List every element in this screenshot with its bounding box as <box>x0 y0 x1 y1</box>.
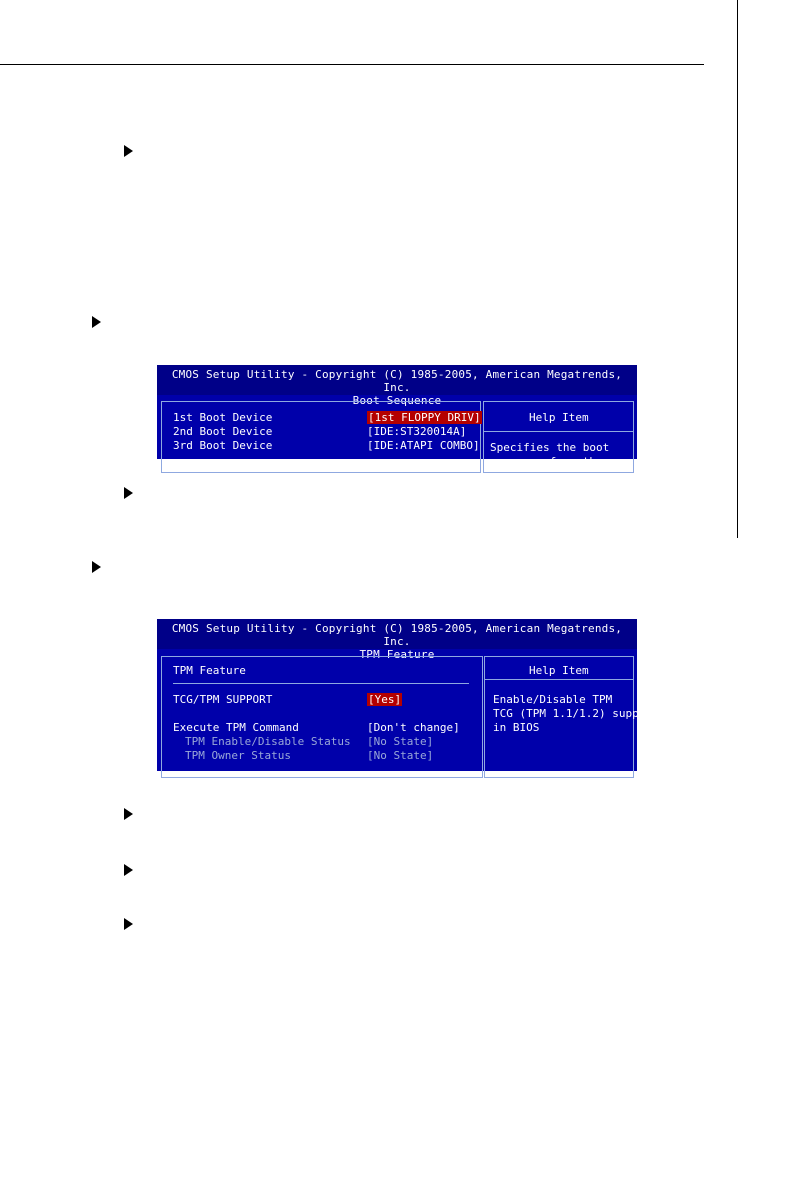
help-divider <box>484 431 633 432</box>
boot-device-1-label: 1st Boot Device <box>173 411 273 424</box>
boot-device-2-label: 2nd Boot Device <box>173 425 273 438</box>
bullet-arrow-icon <box>124 487 133 499</box>
bios-copyright: CMOS Setup Utility - Copyright (C) 1985-2005, American Megatrends, Inc. <box>171 368 623 394</box>
boot-device-3-value[interactable]: [IDE:ATAPI COMBO] <box>367 439 480 452</box>
tpm-owner-status-label: TPM Owner Status <box>185 749 291 762</box>
bullet-arrow-icon <box>124 145 133 157</box>
bullet-arrow-icon <box>92 316 101 328</box>
tpm-enable-status-value: [No State] <box>367 735 434 748</box>
bios-title-bar <box>157 365 637 407</box>
side-rule <box>737 0 738 538</box>
help-title: Help Item <box>529 411 589 424</box>
tpm-owner-status-value: [No State] <box>367 749 434 762</box>
bullet-arrow-icon <box>92 561 101 573</box>
section-title: TPM Feature <box>173 664 246 677</box>
boot-device-1-value[interactable]: [1st FLOPPY DRIV] <box>368 411 481 424</box>
bios-copyright: CMOS Setup Utility - Copyright (C) 1985-2005, American Megatrends, Inc. <box>171 622 623 648</box>
boot-device-2-value[interactable]: [IDE:ST320014A] <box>367 425 467 438</box>
execute-tpm-label: Execute TPM Command <box>173 721 299 734</box>
header-rule <box>0 64 704 65</box>
tpm-support-value[interactable]: [Yes] <box>368 693 402 706</box>
bios-page-title: Boot Sequence <box>352 394 442 407</box>
tpm-support-label: TCG/TPM SUPPORT <box>173 693 273 706</box>
help-divider <box>485 679 633 680</box>
tpm-feature-screen <box>157 619 637 771</box>
bullet-arrow-icon <box>124 864 133 876</box>
bios-title-bar <box>157 619 637 661</box>
section-divider <box>173 683 469 684</box>
help-line-2: TCG (TPM 1.1/1.2) supp <box>493 707 639 720</box>
tpm-enable-status-label: TPM Enable/Disable Status <box>185 735 351 748</box>
bullet-arrow-icon <box>124 918 133 930</box>
execute-tpm-value[interactable]: [Don't change] <box>367 721 460 734</box>
help-text: Specifies the boot <box>490 441 610 454</box>
help-text-cut: sequence from the <box>490 455 603 468</box>
boot-device-3-label: 3rd Boot Device <box>173 439 273 452</box>
boot-sequence-screen <box>157 365 637 468</box>
help-line-3: in BIOS <box>493 721 540 734</box>
bios-page-title: TPM Feature <box>359 648 435 661</box>
help-line-1: Enable/Disable TPM <box>493 693 613 706</box>
bullet-arrow-icon <box>124 808 133 820</box>
help-title: Help Item <box>529 664 589 677</box>
